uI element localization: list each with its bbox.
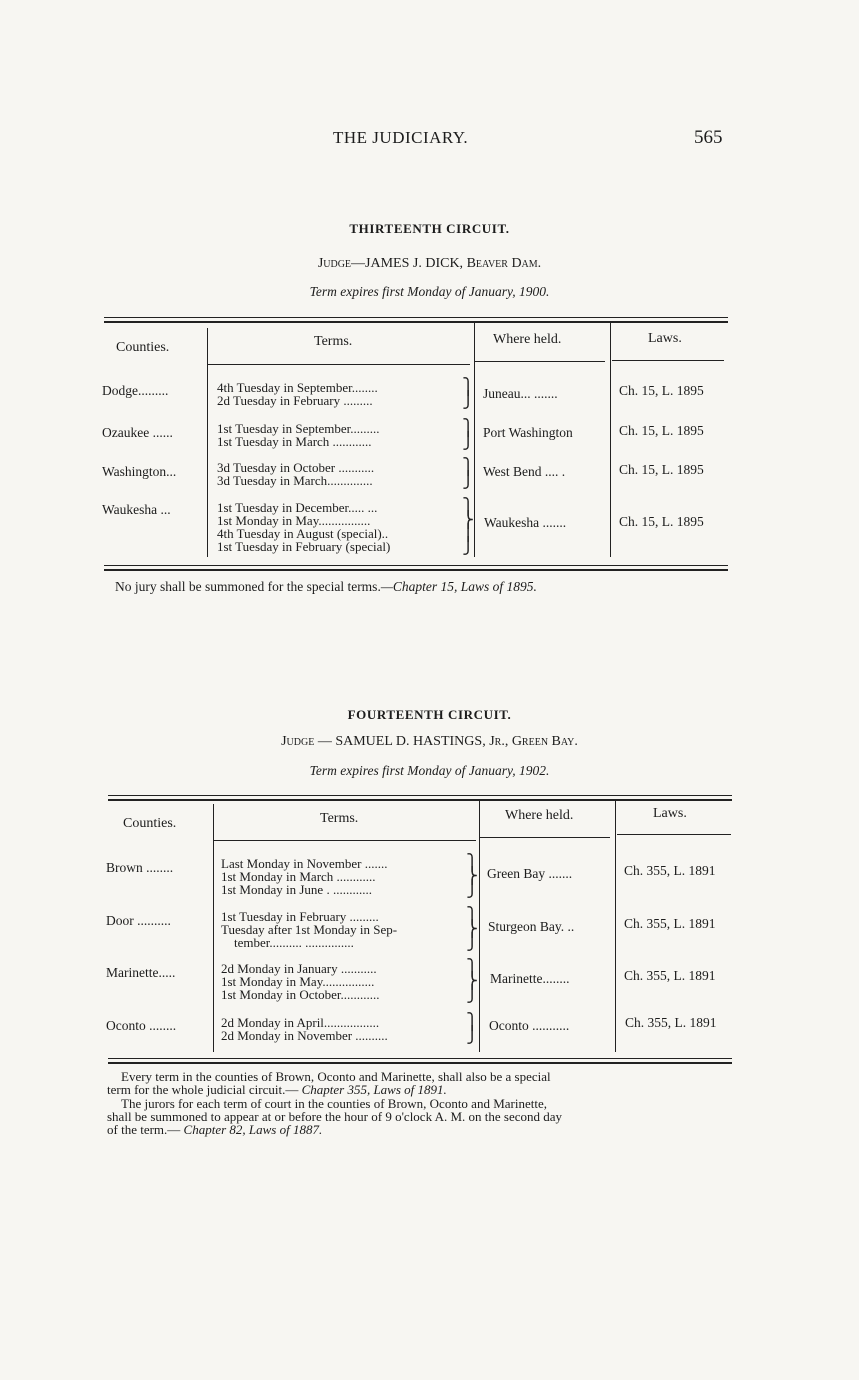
thirteenth-col-divider-2 — [474, 323, 475, 557]
term-line: 1st Tuesday in December..... ... — [217, 500, 378, 515]
fourteenth-where-door: Sturgeon Bay. .. — [488, 919, 575, 934]
fourteenth-judge-line — [0, 734, 859, 750]
term-line: tember.......... ............... — [221, 935, 354, 950]
brace-icon: ⎫ ⎬ ⎭ — [466, 855, 478, 898]
thirteenth-terms-ozaukee — [217, 422, 380, 448]
thirteenth-top-rule-thick — [104, 321, 728, 323]
thirteenth-law-ozaukee: Ch. 15, L. 1895 — [619, 423, 704, 438]
thirteenth-bottom-rule — [104, 565, 728, 566]
fourteenth-col-divider-1 — [213, 804, 214, 1052]
term-line: 1st Monday in May................ — [221, 974, 375, 989]
fourteenth-law-oconto: Ch. 355, L. 1891 — [625, 1015, 717, 1030]
brace-icon: ⎫ ⎭ — [462, 459, 474, 489]
thirteenth-county-waukesha: Waukesha ... — [102, 502, 171, 517]
fourteenth-term-expires: Term expires first Monday of January, 1902. — [309, 763, 550, 778]
thirteenth-terms-washington — [217, 461, 374, 487]
citation: Chapter 82, Laws of 1887. — [183, 1122, 323, 1137]
judge-place: Beaver Dam. — [466, 256, 542, 271]
fourteenth-header-where: Where held. — [505, 808, 574, 823]
judge-label: Judge — [317, 256, 352, 271]
term-line: 1st Tuesday in March ............ — [217, 434, 372, 449]
thirteenth-where-waukesha: Waukesha ....... — [484, 515, 567, 530]
fourteenth-terms-oconto — [221, 1016, 388, 1042]
term-line: 1st Monday in March ............ — [221, 869, 376, 884]
fourteenth-col-divider-2 — [479, 801, 480, 1052]
thirteenth-header-laws: Laws. — [648, 331, 682, 346]
fourteenth-terms-door — [221, 910, 397, 949]
fourteenth-circuit-title: FOURTEENTH CIRCUIT. — [347, 707, 512, 722]
term-line: 1st Tuesday in February ......... — [221, 909, 379, 924]
fourteenth-top-rule-thick — [108, 799, 732, 801]
thirteenth-county-washington: Washington... — [102, 464, 177, 479]
thirteenth-where-ozaukee: Port Washington — [483, 425, 573, 440]
thirteenth-term-expires: Term expires first Monday of January, 1900. — [309, 284, 550, 299]
fourteenth-law-brown: Ch. 355, L. 1891 — [624, 863, 716, 878]
thirteenth-bottom-rule-thick — [104, 569, 728, 571]
thirteenth-header-where: Where held. — [493, 332, 562, 347]
fourteenth-terms-header-rule — [214, 840, 476, 841]
brace-icon: ⎫ ⎬ ⎪ ⎭ — [462, 499, 474, 555]
fourteenth-county-oconto: Oconto ........ — [106, 1018, 177, 1033]
term-line: 2d Monday in January ........... — [221, 961, 377, 976]
thirteenth-where-washington: West Bend .... . — [483, 464, 566, 479]
citation: —Chapter 15, Laws of 1895. — [380, 579, 537, 594]
thirteenth-county-dodge: Dodge......... — [102, 383, 169, 398]
fourteenth-top-rule — [108, 795, 732, 796]
term-line: 2d Monday in April................. — [221, 1015, 380, 1030]
thirteenth-county-ozaukee: Ozaukee ...... — [102, 425, 173, 440]
judge-label: Judge — [281, 734, 315, 749]
term-line: 4th Tuesday in September........ — [217, 380, 378, 395]
fourteenth-where-oconto: Oconto ........... — [489, 1018, 570, 1033]
judge-name: —JAMES J. DICK, — [351, 256, 467, 271]
judge-name: — SAMUEL D. HASTINGS, — [314, 734, 490, 749]
brace-icon: ⎫ ⎭ — [462, 379, 474, 409]
term-line: 1st Monday in June . ............ — [221, 882, 372, 897]
brace-icon: ⎫ ⎬ ⎭ — [466, 908, 478, 951]
fourteenth-law-marinette: Ch. 355, L. 1891 — [624, 968, 716, 983]
fourteenth-footnote-1: Every term in the counties of Brown, Oconto and Marinette, shall also be a special term for the whole judicial circuit.— Chapter 355, Laws of 1891. — [107, 1069, 551, 1097]
brace-icon: ⎫ ⎬ ⎭ — [466, 960, 478, 1003]
term-line: Tuesday after 1st Monday in Sep- — [221, 922, 398, 937]
thirteenth-footnote: No jury shall be summoned for the special terms.—Chapter 15, Laws of 1895. — [115, 579, 537, 594]
brace-icon: ⎫ ⎭ — [466, 1014, 478, 1044]
term-line: 3d Tuesday in October ........... — [217, 460, 375, 475]
fourteenth-where-marinette: Marinette........ — [490, 971, 570, 986]
term-line: 1st Tuesday in February (special) — [217, 539, 391, 554]
term-line: 2d Tuesday in February ......... — [217, 393, 373, 408]
fourteenth-col-divider-3 — [615, 801, 616, 1052]
fourteenth-bottom-rule-thick — [108, 1062, 732, 1064]
thirteenth-where-header-rule — [475, 361, 605, 362]
fourteenth-county-door: Door .......... — [106, 913, 171, 928]
thirteenth-circuit-title: THIRTEENTH CIRCUIT. — [349, 221, 510, 236]
thirteenth-laws-header-rule — [612, 360, 724, 361]
term-line: 3d Tuesday in March.............. — [217, 473, 373, 488]
page-number: 565 — [694, 127, 723, 148]
fourteenth-terms-marinette — [221, 962, 380, 1001]
fourteenth-county-marinette: Marinette..... — [106, 965, 176, 980]
thirteenth-terms-header-rule — [208, 364, 470, 365]
term-line: 4th Tuesday in August (special).. — [217, 526, 389, 541]
fourteenth-laws-header-rule — [617, 834, 731, 835]
fourteenth-bottom-rule — [108, 1058, 732, 1059]
term-line: 1st Monday in May................ — [217, 513, 371, 528]
fourteenth-footnote-2: The jurors for each term of court in the counties of Brown, Oconto and Marinette, shall be summoned to appear at or before the hour of 9 o'clock A. M. on the second day of the term.— Chapter 82, Laws of 1887. — [107, 1096, 563, 1137]
thirteenth-terms-waukesha — [217, 501, 390, 553]
citation: Chapter 355, Laws of 1891. — [301, 1082, 447, 1097]
thirteenth-law-dodge: Ch. 15, L. 1895 — [619, 383, 704, 398]
fourteenth-where-header-rule — [480, 837, 610, 838]
thirteenth-where-dodge: Juneau... ....... — [483, 386, 558, 401]
thirteenth-law-waukesha: Ch. 15, L. 1895 — [619, 514, 704, 529]
term-line: 1st Tuesday in September......... — [217, 421, 380, 436]
running-header-title: THE JUDICIARY. — [333, 128, 469, 147]
thirteenth-col-divider-1 — [207, 328, 208, 557]
thirteenth-col-divider-3 — [610, 323, 611, 557]
fourteenth-law-door: Ch. 355, L. 1891 — [624, 916, 716, 931]
thirteenth-law-washington: Ch. 15, L. 1895 — [619, 462, 704, 477]
thirteenth-terms-dodge — [217, 381, 378, 407]
judge-place: Jr., Green Bay. — [489, 734, 578, 749]
thirteenth-header-counties: Counties. — [116, 340, 170, 355]
fourteenth-header-laws: Laws. — [653, 806, 687, 821]
fourteenth-terms-brown — [221, 857, 387, 896]
fourteenth-where-brown: Green Bay ....... — [487, 866, 573, 881]
fourteenth-county-brown: Brown ........ — [106, 860, 174, 875]
term-line: 2d Monday in November .......... — [221, 1028, 388, 1043]
brace-icon: ⎫ ⎭ — [462, 420, 474, 450]
fourteenth-header-counties: Counties. — [123, 816, 177, 831]
thirteenth-judge-line — [0, 256, 859, 272]
thirteenth-top-rule — [104, 317, 728, 318]
fourteenth-header-terms: Terms. — [320, 811, 359, 826]
term-line: Last Monday in November ....... — [221, 856, 388, 871]
thirteenth-header-terms: Terms. — [314, 334, 353, 349]
term-line: 1st Monday in October............ — [221, 987, 380, 1002]
